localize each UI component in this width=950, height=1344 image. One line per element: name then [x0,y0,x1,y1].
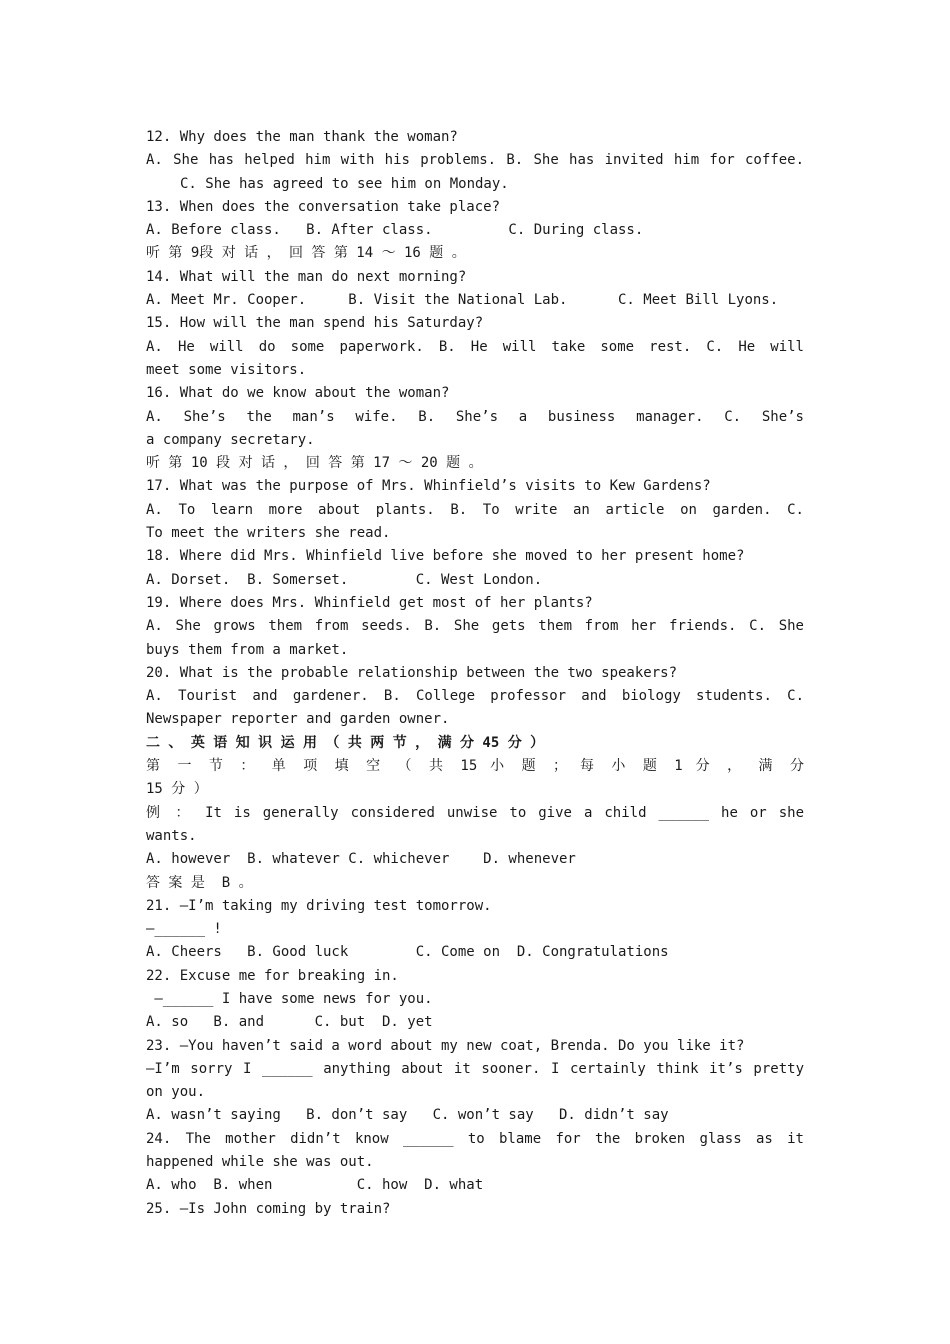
text-line: meet some visitors. [146,361,307,378]
text-line: 16. What do we know about the woman? [146,385,450,402]
text-line: 19. Where does Mrs. Whinfield get most of her plants? [146,594,593,611]
text-line: A. Tourist and gardener. B. College professor and biology students. C. [146,688,804,705]
text-line: C. She has agreed to see him on Monday. [180,175,509,192]
text-line: 例 ： It is generally considered unwise to give a child ______ he or she [146,804,804,821]
text-line: 15 分 ） [146,781,208,798]
text-line: A. Before class. B. After class. C. During class. [146,222,644,239]
text-line: 听 第 9段 对 话 ， 回 答 第 14 ～ 16 题 。 [146,245,466,262]
text-line: 24. The mother didn’t know ______ to blame for the broken glass as it [146,1130,804,1147]
text-line: 12. Why does the man thank the woman? [146,129,458,145]
text-line: A. however B. whatever C. whichever D. whenever [146,851,576,868]
text-line: A. He will do some paperwork. B. He will take some rest. C. He will [146,338,804,355]
text-line: 20. What is the probable relationship between the two speakers? [146,664,678,681]
text-line: happened while she was out. [146,1154,374,1171]
text-line: 17. What was the purpose of Mrs. Whinfield’s visits to Kew Gardens? [146,478,711,495]
text-line: A. To learn more about plants. B. To write an article on garden. C. [146,501,804,518]
text-line: A. She’s the man’s wife. B. She’s a business manager. C. She’s [146,408,804,425]
text-line: 18. Where did Mrs. Whinfield live before she moved to her present home? [146,548,745,565]
text-line: A. wasn’t saying B. don’t say C. won’t say D. didn’t say [146,1107,669,1124]
text-line: —______ ! [146,921,222,938]
text-line: To meet the writers she read. [146,525,391,542]
text-line: 13. When does the conversation take place? [146,198,501,215]
text-line: A. She has helped him with his problems. B. She has invited him for coffee. [146,152,804,169]
exam-page [146,126,804,1221]
text-line: A. She grows them from seeds. B. She gets them from her friends. C. She [146,618,804,635]
text-line: 听 第 10 段 对 话 ， 回 答 第 17 ～ 20 题 。 [146,455,483,472]
text-line: 21. —I’m taking my driving test tomorrow. [146,897,492,914]
text-line: Newspaper reporter and garden owner. [146,711,450,728]
text-line: 23. —You haven’t said a word about my new coat, Brenda. Do you like it? [146,1037,745,1054]
text-line: 第 一 节 ： 单 项 填 空 （ 共 15 小 题 ； 每 小 题 1 分 ， 满 分 [146,758,804,775]
text-line: A. who B. when C. how D. what [146,1177,484,1194]
text-line: A. Cheers B. Good luck C. Come on D. Congratulations [146,944,669,961]
text-line: 二 、 英 语 知 识 运 用 （ 共 两 节 ， 满 分 45 分 ） [146,734,545,751]
text-line: 25. —Is John coming by train? [146,1200,391,1217]
text-line: on you. [146,1084,206,1101]
text-line: A. so B. and C. but D. yet [146,1014,433,1031]
text-line: 答 案 是 B 。 [146,874,253,891]
text-line: —______ I have some news for you. [146,990,433,1007]
text-line: buys them from a market. [146,641,349,658]
text-line: A. Meet Mr. Cooper. B. Visit the National Lab. C. Meet Bill Lyons. [146,292,779,309]
text-line: 22. Excuse me for breaking in. [146,967,399,984]
text-line: 14. What will the man do next morning? [146,268,467,285]
text-line: A. Dorset. B. Somerset. C. West London. [146,571,543,588]
text-line: wants. [146,827,197,844]
text-line: 15. How will the man spend his Saturday? [146,315,484,332]
text-line: —I’m sorry I ______ anything about it sooner. I certainly think it’s pretty [146,1060,804,1077]
text-line: a company secretary. [146,431,315,448]
